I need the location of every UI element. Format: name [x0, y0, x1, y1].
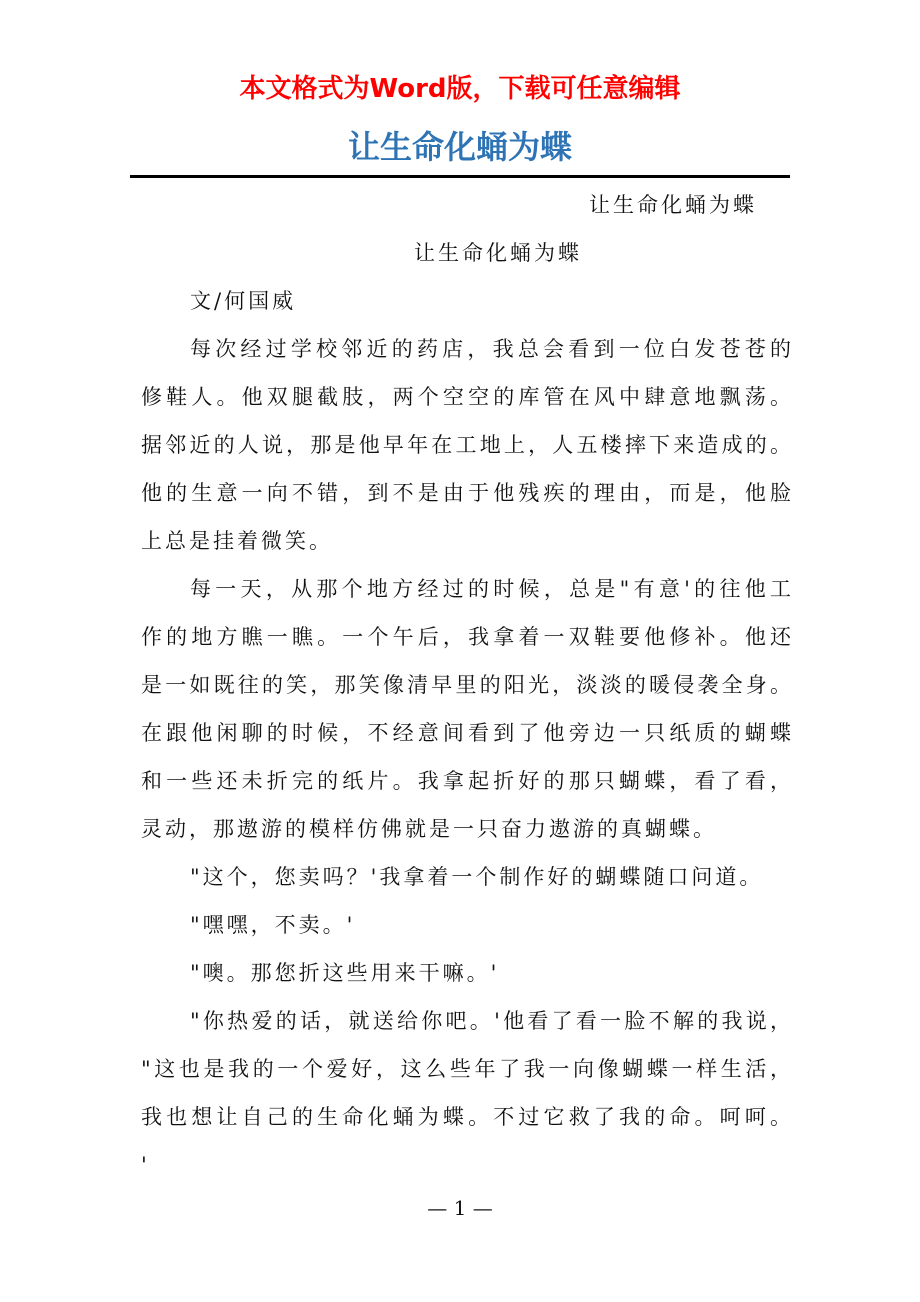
paragraph-line: 修鞋人。他双腿截肢，两个空空的库管在风中肆意地飘荡。	[141, 385, 791, 409]
paragraph-line: "嘿嘿，不卖。'	[190, 913, 356, 937]
paragraph	[141, 570, 791, 858]
paragraph-line: 在跟他闲聊的时候，不经意间看到了他旁边一只纸质的蝴蝶	[141, 721, 791, 745]
paragraph-line: "这也是我的一个爱好，这么些年了我一向像蝴蝶一样生活，	[141, 1057, 791, 1081]
subtitle-center: 让生命化蛹为蝶	[414, 241, 582, 265]
author-line: 文/何国威	[190, 289, 297, 313]
paragraph-line: "你热爱的话，就送给你吧。'他看了看一脸不解的我说，	[190, 1009, 791, 1033]
paragraph	[141, 1002, 791, 1194]
paragraph-line: 每次经过学校邻近的药店，我总会看到一位白发苍苍的	[190, 337, 791, 361]
paragraph-line: 上总是挂着微笑。	[141, 529, 333, 553]
paragraph	[141, 954, 791, 1002]
paragraph-line: 据邻近的人说，那是他早年在工地上，人五楼摔下来造成的。	[141, 433, 791, 457]
paragraph-line: 每一天，从那个地方经过的时候，总是"有意'的往他工	[190, 577, 791, 601]
format-banner: 本文格式为Word版，下载可任意编辑	[239, 74, 681, 104]
document-title: 让生命化蛹为蝶	[347, 128, 572, 166]
paragraph-line: 作的地方瞧一瞧。一个午后，我拿着一双鞋要他修补。他还	[141, 625, 791, 649]
paragraph	[141, 330, 791, 570]
subtitle-right: 让生命化蛹为蝶	[589, 193, 757, 217]
paragraph-line: 和一些还未折完的纸片。我拿起折好的那只蝴蝶，看了看，	[141, 769, 791, 793]
paragraph	[141, 906, 791, 954]
title-divider	[130, 175, 790, 178]
paragraph-line: 是一如既往的笑，那笑像清早里的阳光，淡淡的暖侵袭全身。	[141, 673, 791, 697]
paragraph-line: "噢。那您折这些用来干嘛。'	[190, 961, 500, 985]
paragraph-line: "这个，您卖吗？'我拿着一个制作好的蝴蝶随口问道。	[190, 865, 764, 889]
paragraph-line: 他的生意一向不错，到不是由于他残疾的理由，而是，他脸	[141, 481, 791, 505]
document-body	[141, 186, 791, 1194]
paragraph-line: 灵动，那遨游的模样仿佛就是一只奋力遨游的真蝴蝶。	[141, 817, 717, 841]
page-number: — 1 —	[427, 1196, 493, 1220]
paragraph-line: 我也想让自己的生命化蛹为蝶。不过它救了我的命。呵呵。	[141, 1105, 791, 1129]
paragraph-line: '	[141, 1153, 150, 1177]
paragraph	[141, 858, 791, 906]
